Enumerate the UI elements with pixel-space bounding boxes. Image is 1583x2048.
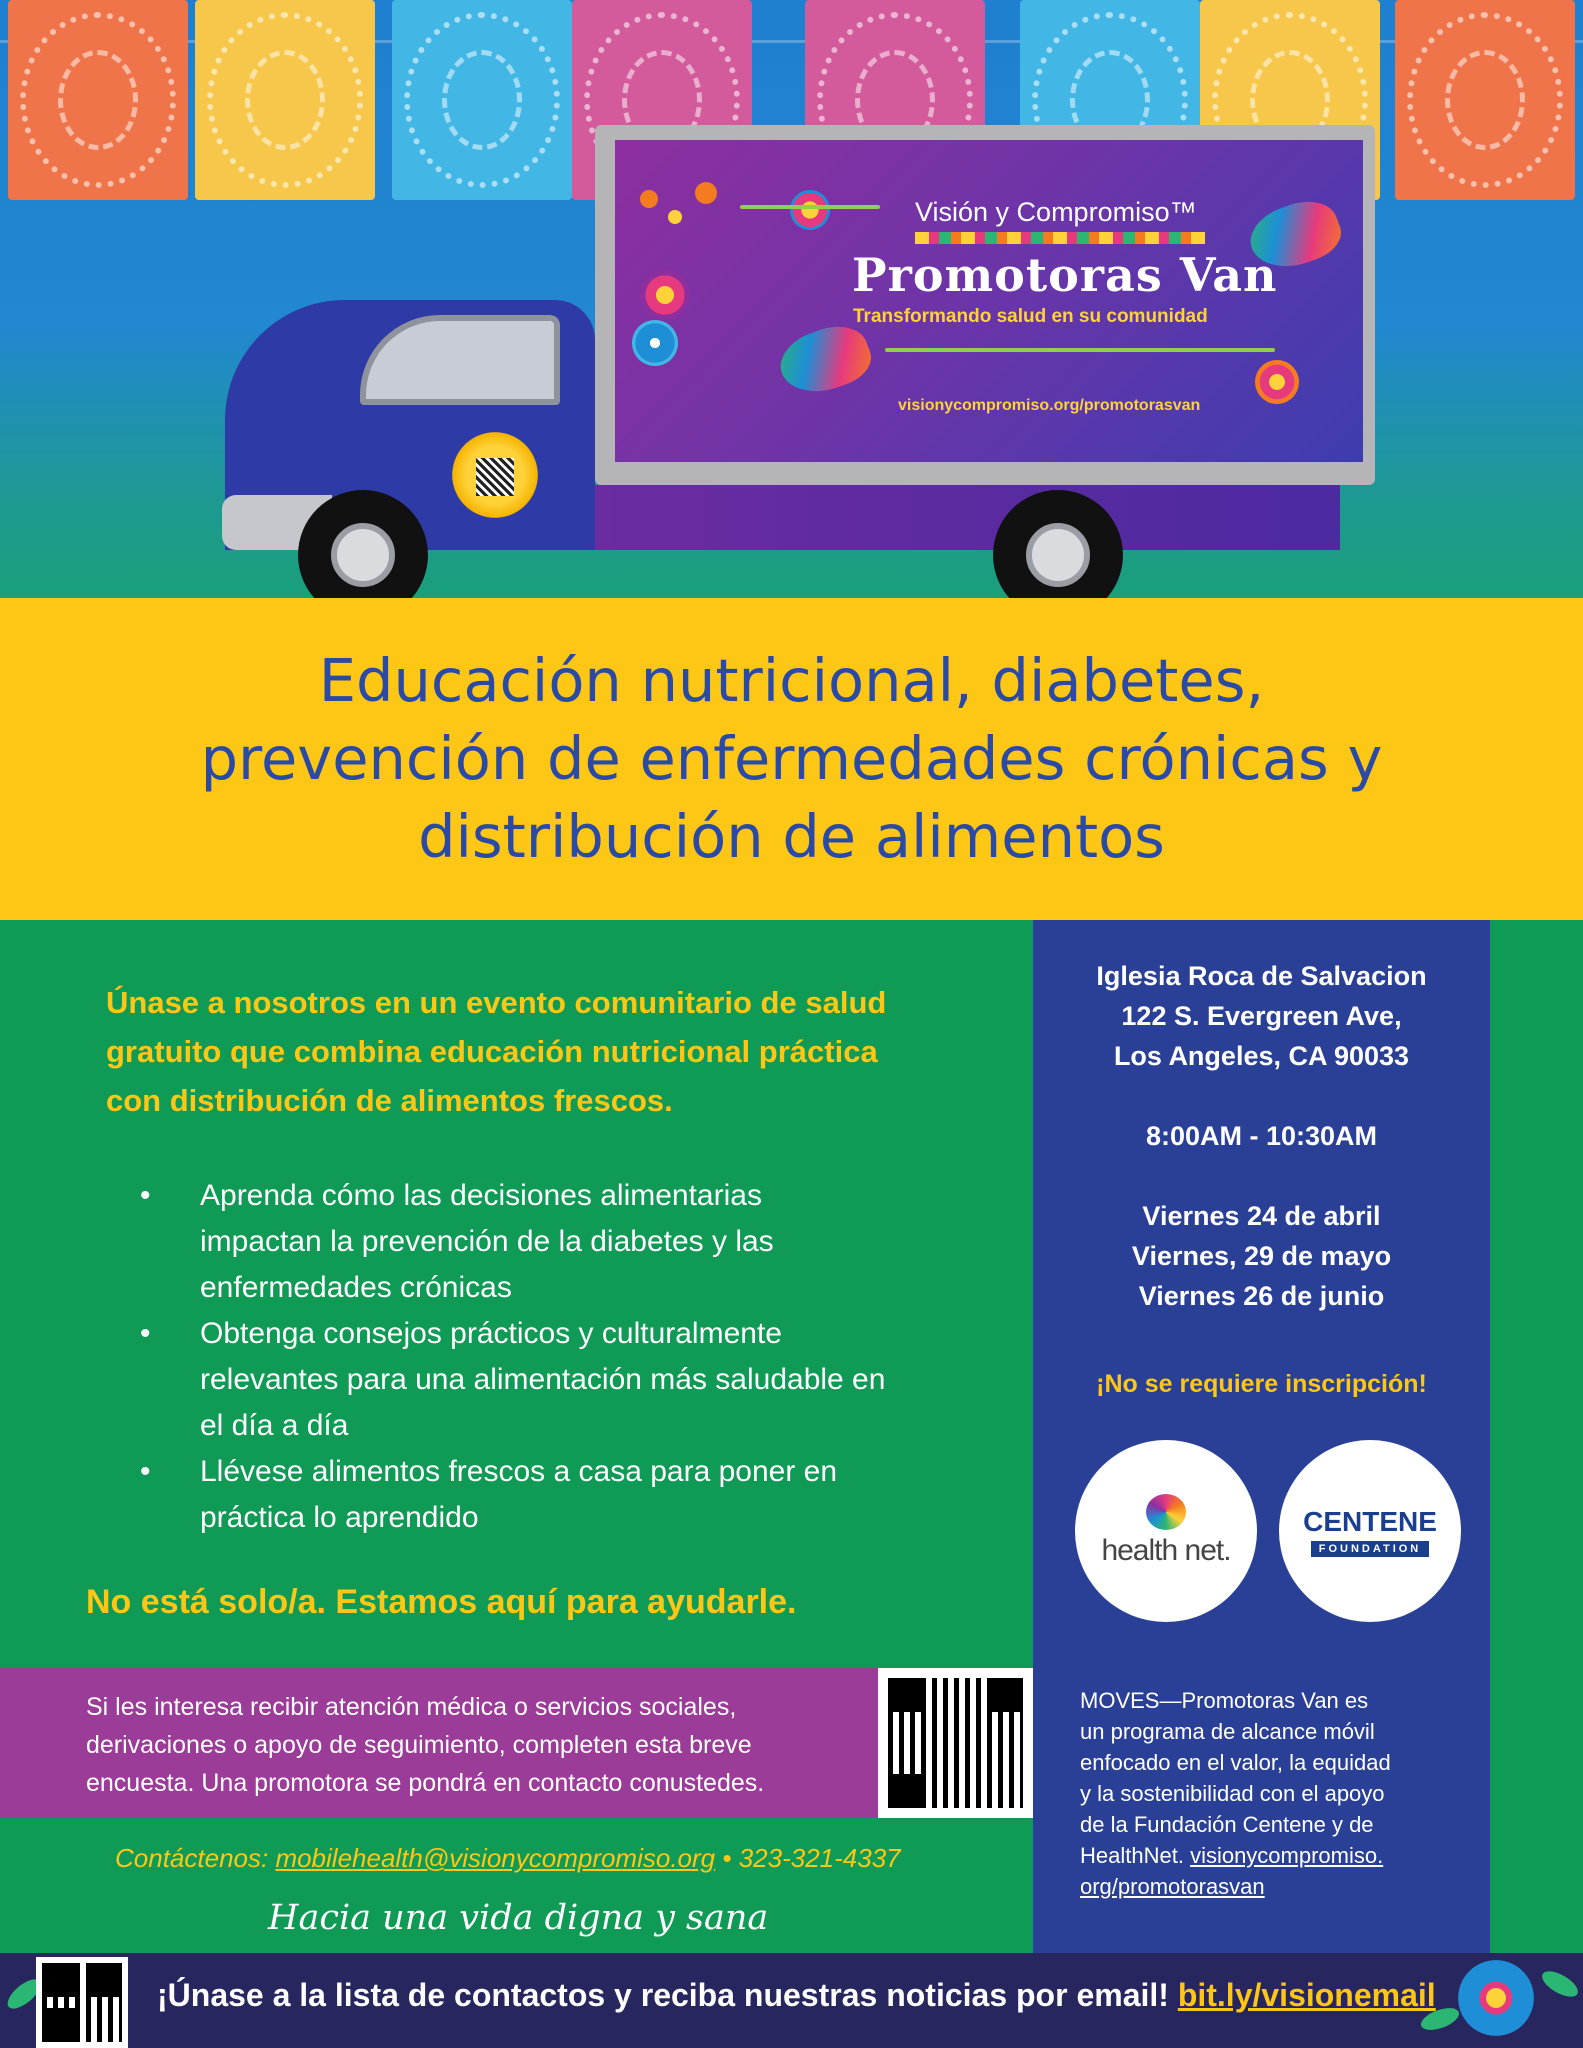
flower-icon	[632, 320, 678, 366]
papel-picado-banner	[195, 0, 375, 200]
contact-email-link[interactable]: mobilehealth@visionycompromiso.org	[275, 1843, 716, 1873]
flower-icon	[640, 270, 690, 320]
description-line: un programa de alcance móvil	[1080, 1719, 1375, 1744]
flower-icon	[1458, 1960, 1534, 2036]
survey-line: Si les interesa recibir atención médica o servicios sociales,	[86, 1693, 737, 1721]
vine-decoration	[740, 205, 880, 209]
motto: Hacia una vida digna y sana	[268, 1898, 769, 1938]
description-line	[1080, 1840, 1460, 1871]
intro-line: gratuito que combina educación nutricional práctica	[106, 1034, 878, 1069]
list-item-line: práctica lo aprendido	[200, 1501, 479, 1534]
program-description	[1080, 1685, 1460, 1902]
intro-line: con distribución de alimentos frescos.	[106, 1083, 673, 1118]
list-item	[140, 1173, 970, 1311]
program-url-link[interactable]: org/promotorasvan	[1080, 1874, 1265, 1899]
healthnet-logo	[1075, 1440, 1257, 1622]
description-line: de la Fundación Centene y de	[1080, 1812, 1374, 1837]
description-line: y la sostenibilidad con el apoyo	[1080, 1781, 1385, 1806]
headline-line: prevención de enfermedades crónicas y	[200, 724, 1383, 793]
support-tagline: No está solo/a. Estamos aquí para ayudarle.	[86, 1583, 797, 1621]
survey-box	[0, 1668, 878, 1818]
description-line: enfocado en el valor, la equidad	[1080, 1750, 1391, 1775]
contact-line	[115, 1843, 901, 1874]
brand-name: Visión y Compromiso™	[915, 197, 1197, 227]
van-tagline: Transformando salud en su comunidad	[853, 306, 1208, 327]
list-item	[140, 1449, 970, 1541]
truck-lower-panel	[595, 485, 1340, 550]
list-item-line: impactan la prevención de la diabetes y las	[200, 1225, 774, 1258]
list-item-line: relevantes para una alimentación más saludable en	[200, 1363, 886, 1396]
program-url-link[interactable]: visionycompromiso.	[1190, 1843, 1384, 1868]
flower-icon	[640, 190, 658, 208]
event-city: Los Angeles, CA 90033	[1113, 1041, 1410, 1071]
survey-qr-code[interactable]	[878, 1668, 1033, 1818]
contact-separator: •	[715, 1843, 739, 1873]
newsletter-qr-code[interactable]	[36, 1957, 128, 2048]
headline-band	[0, 598, 1583, 920]
van-url: visionycompromiso.org/promotorasvan	[898, 397, 1201, 414]
flower-icon	[668, 210, 682, 224]
newsletter-link[interactable]: bit.ly/visionemail	[1177, 1977, 1436, 2013]
healthnet-mark-icon	[1146, 1494, 1186, 1530]
qr-code-icon	[476, 458, 514, 496]
survey-line: encuesta. Una promotora se pondrá en contacto conustedes.	[86, 1769, 765, 1797]
flower-icon	[790, 190, 830, 230]
event-date: Viernes 26 de junio	[1138, 1281, 1385, 1311]
event-venue: Iglesia Roca de Salvacion	[1096, 961, 1427, 991]
brand-stripe	[915, 232, 1205, 244]
list-item-line: enfermedades crónicas	[200, 1271, 512, 1304]
event-street: 122 S. Evergreen Ave,	[1121, 1001, 1402, 1031]
headline-line: Educación nutricional, diabetes,	[318, 646, 1265, 715]
intro-paragraph	[106, 978, 986, 1125]
headline-line: distribución de alimentos	[418, 802, 1165, 871]
description-text: HealthNet.	[1080, 1843, 1191, 1868]
newsletter-text: ¡Únase a la lista de contactos y reciba nuestras noticias por email!	[157, 1977, 1178, 2013]
list-item-line: • Llévese alimentos frescos a casa para poner en	[200, 1455, 838, 1488]
description-line	[1080, 1871, 1460, 1902]
papel-picado-banner	[8, 0, 188, 200]
qr-code-icon	[888, 1678, 1023, 1808]
contact-phone[interactable]: 323-321-4337	[738, 1843, 901, 1873]
centene-logo	[1279, 1440, 1461, 1622]
healthnet-wordmark: health net.	[1101, 1534, 1231, 1567]
newsletter-callout	[157, 1977, 1436, 2014]
event-info-panel	[1033, 920, 1490, 1953]
qr-code-icon	[42, 1963, 122, 2042]
event-time: 8:00AM - 10:30AM	[1145, 1121, 1378, 1151]
survey-line: derivaciones o apoyo de seguimiento, completen esta breve	[86, 1731, 752, 1759]
papel-picado-banner	[1395, 0, 1575, 200]
centene-wordmark: CENTENE	[1303, 1505, 1437, 1537]
van-title: Promotoras Van	[852, 248, 1278, 302]
hero-illustration	[0, 0, 1583, 598]
event-date: Viernes, 29 de mayo	[1131, 1241, 1392, 1271]
event-date: Viernes 24 de abril	[1142, 1201, 1381, 1231]
contact-prefix: Contáctenos:	[115, 1843, 276, 1873]
benefits-list	[140, 1173, 970, 1541]
list-item-line: el día a día	[200, 1409, 349, 1442]
papel-picado-banner	[392, 0, 572, 200]
list-item-line: • Obtenga consejos prácticos y culturalmente	[200, 1317, 782, 1350]
description-line: MOVES—Promotoras Van es	[1080, 1688, 1369, 1713]
intro-line: Únase a nosotros en un evento comunitario de salud	[106, 985, 887, 1020]
no-registration-note: ¡No se requiere inscripción!	[1096, 1370, 1427, 1398]
flower-icon	[695, 182, 717, 204]
vine-decoration	[885, 348, 1275, 352]
list-item	[140, 1311, 970, 1449]
list-item-line: • Aprenda cómo las decisiones alimentarias	[200, 1179, 762, 1212]
centene-subtitle: FOUNDATION	[1311, 1541, 1430, 1557]
flower-icon	[1255, 360, 1299, 404]
